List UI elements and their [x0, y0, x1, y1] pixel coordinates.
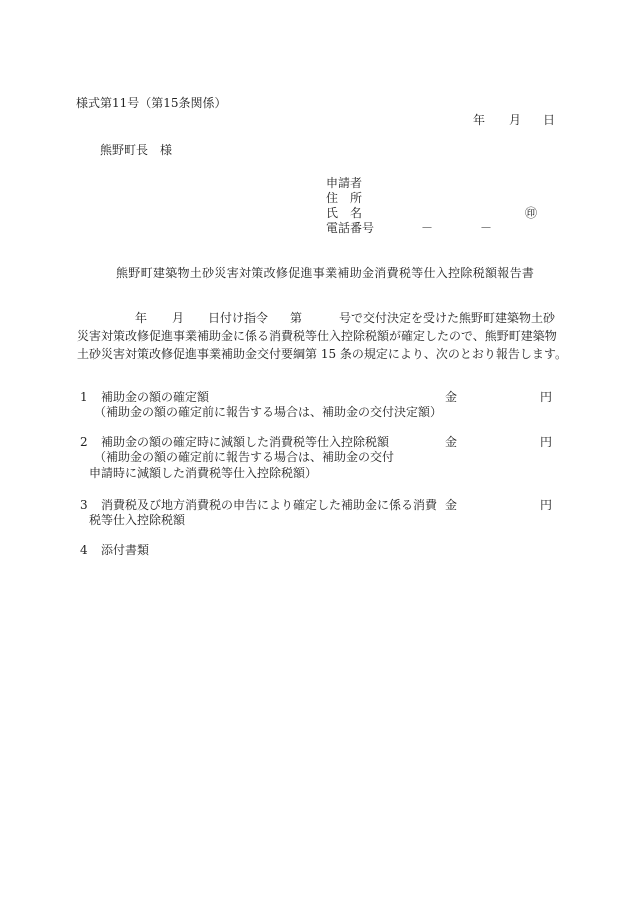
- item-text: 消費税及び地方消費税の申告により確定した補助金に係る消費: [101, 498, 438, 512]
- date-year: 年: [473, 113, 486, 127]
- name-label: 氏 名: [326, 206, 363, 220]
- item-number: 2: [80, 435, 88, 449]
- item-subtext: （補助金の額の確定前に報告する場合は、補助金の交付決定額）: [94, 405, 443, 419]
- seal-mark: ㊞: [525, 206, 538, 220]
- item-number: 3: [80, 498, 88, 512]
- body-day: 日付け指令: [208, 311, 269, 325]
- item-yen: 円: [540, 390, 553, 404]
- item-subtext: 申請時に減額した消費税等仕入控除税額）: [89, 466, 318, 480]
- body-number: 第: [290, 311, 303, 325]
- addressee: 熊野町長 様: [100, 143, 173, 157]
- item-yen: 円: [540, 435, 553, 449]
- item-kin: 金: [445, 390, 458, 404]
- body-line3: 土砂災害対策改修促進事業補助金交付要綱第 15 条の規定により、次のとおり報告します。: [77, 347, 567, 361]
- item-text: 添付書類: [101, 543, 150, 557]
- date-day: 日: [543, 113, 556, 127]
- item-number: 4: [80, 543, 88, 557]
- item-kin: 金: [445, 498, 458, 512]
- item-subtext: 税等仕入控除税額: [89, 513, 186, 527]
- phone-separator: －: [480, 221, 493, 235]
- item-text: 補助金の額の確定額: [101, 390, 210, 404]
- item-subtext: （補助金の額の確定前に報告する場合は、補助金の交付: [94, 450, 395, 464]
- applicant-heading: 申請者: [326, 176, 363, 190]
- body-line2: 災害対策改修促進事業補助金に係る消費税等仕入控除税額が確定したので、熊野町建築物: [77, 329, 557, 343]
- body-year: 年: [135, 311, 148, 325]
- phone-separator: －: [421, 221, 434, 235]
- date-month: 月: [509, 113, 522, 127]
- item-kin: 金: [445, 435, 458, 449]
- body-line1: 号で交付決定を受けた熊野町建築物土砂: [339, 311, 556, 325]
- document-title: 熊野町建築物土砂災害対策改修促進事業補助金消費税等仕入控除税額報告書: [116, 266, 535, 280]
- item-number: 1: [80, 390, 88, 404]
- body-month: 月: [172, 311, 185, 325]
- item-text: 補助金の額の確定時に減額した消費税等仕入控除税額: [101, 435, 390, 449]
- phone-label: 電話番号: [326, 221, 375, 235]
- item-yen: 円: [540, 498, 553, 512]
- address-label: 住 所: [326, 191, 363, 205]
- form-number: 様式第11号（第15条関係）: [76, 96, 227, 110]
